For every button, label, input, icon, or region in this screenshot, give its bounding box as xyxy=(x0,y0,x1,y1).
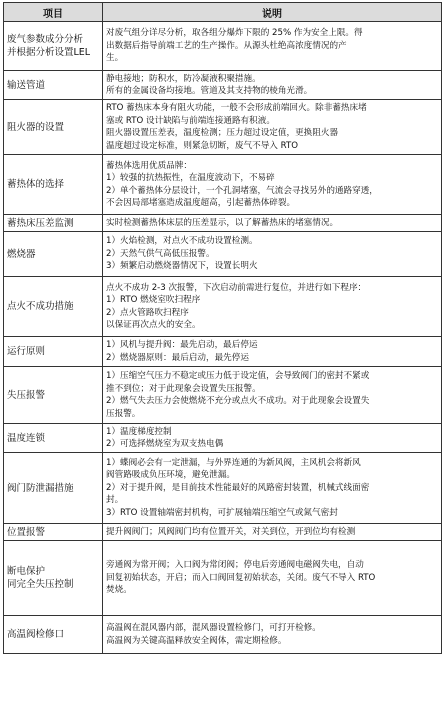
row-item: 失压报警 xyxy=(4,367,103,424)
safety-measures-table xyxy=(3,2,442,654)
row-item: 蓄热床压差监测 xyxy=(4,215,103,232)
table-row xyxy=(4,22,442,71)
row-desc: RTO 蓄热床本身有阻火功能，一般不会形成前端回火。除非蓄热床堵 塞或 RTO 设计缺陷与前端连接通路有积液。 阻火器设置压差表，温度检测；压力超过设定值，更换阻火器 温度超过设定标准，则紧急切断，废气不导入 RTO xyxy=(103,100,442,155)
row-desc: 实时检测蓄热体床层的压差显示，以了解蓄热床的堵塞情况。 xyxy=(103,215,442,232)
header-desc: 说明 xyxy=(103,3,442,22)
row-desc: 1）风机与提升阀：最先启动，最后停运 2）燃烧器原则：最后启动，最先停运 xyxy=(103,337,442,367)
table-row xyxy=(4,232,442,277)
header-item: 项目 xyxy=(4,3,103,22)
row-item: 蓄热体的选择 xyxy=(4,155,103,215)
table-row xyxy=(4,277,442,337)
row-desc: 1）蝶阀必会有一定泄漏，与外界连通的为新风阀，主风机会将新风 阀管路吸成负压环境，避免泄漏。 2）对于提升阀，是目前技术性能最好的风路密封装置，机械式线面密 封。 3）RTO 设置轴端密封机构，可扩展轴端压缩空气或氮气密封 xyxy=(103,453,442,524)
row-item: 断电保护 同完全失压控制 xyxy=(4,541,103,616)
table-header-row xyxy=(4,3,442,22)
table-row xyxy=(4,424,442,453)
row-desc: 高温阀在混风器内部，混风器设置检修门，可打开检修。 高温阀为关键高温释放安全阀体，需定期检修。 xyxy=(103,616,442,654)
row-item: 燃烧器 xyxy=(4,232,103,277)
row-item: 运行原则 xyxy=(4,337,103,367)
row-desc: 对废气组分详尽分析，取各组分爆炸下限的 25% 作为安全上限。得 出数据后指导前端工艺的生产操作。从源头杜绝高浓度情况的产 生。 xyxy=(103,22,442,71)
table-row xyxy=(4,337,442,367)
row-item: 位置报警 xyxy=(4,524,103,541)
row-item: 温度连锁 xyxy=(4,424,103,453)
table-row xyxy=(4,215,442,232)
table-row xyxy=(4,541,442,616)
table-row xyxy=(4,453,442,524)
table-row xyxy=(4,367,442,424)
row-item: 点火不成功措施 xyxy=(4,277,103,337)
row-desc: 1）火焰检测，对点火不成功设置检测。 2）天然气供气高低压报警。 3）频繁启动燃烧器情况下，设置长明火 xyxy=(103,232,442,277)
table-row xyxy=(4,155,442,215)
row-desc: 1）温度梯度控制 2）可选择燃烧室为双支热电偶 xyxy=(103,424,442,453)
row-item: 输送管道 xyxy=(4,71,103,100)
row-desc: 蓄热体选用优质品牌： 1）较强的抗热振性，在温度波动下，不易碎 2）单个蓄热体分层设计，一个孔洞堵塞，气流会寻找另外的通路穿透， 不会因局部堵塞造成温度超高，引起蓄热体碎裂。 xyxy=(103,155,442,215)
row-item: 废气参数成分分析 并根据分析设置LEL xyxy=(4,22,103,71)
row-desc: 点火不成功 2-3 次报警，下次启动前需进行复位，并进行如下程序： 1）RTO 燃烧室吹扫程序 2）点火管路吹扫程序 以保证再次点火的安全。 xyxy=(103,277,442,337)
row-desc: 旁通阀为常开阀；入口阀为常闭阀；停电后旁通阀电磁阀失电，自动 回复初始状态，开启；而入口阀回复初始状态，关闭。废气不导入 RTO 焚烧。 xyxy=(103,541,442,616)
table-row xyxy=(4,524,442,541)
row-desc: 提升阀阀门；风阀阀门均有位置开关，对关到位，开到位均有检测 xyxy=(103,524,442,541)
row-item: 阀门防泄漏措施 xyxy=(4,453,103,524)
row-item: 阻火器的设置 xyxy=(4,100,103,155)
table-row xyxy=(4,71,442,100)
row-desc: 静电接地；防积水，防冷凝液积聚措施。 所有的金属设备均接地。管道及其支持物的棱角光滑。 xyxy=(103,71,442,100)
table-row xyxy=(4,100,442,155)
row-item: 高温阀检修口 xyxy=(4,616,103,654)
table-row xyxy=(4,616,442,654)
row-desc: 1）压缩空气压力不稳定或压力低于设定值，会导致阀门的密封不紧或 推不到位；对于此现象会设置失压报警。 2）燃气失去压力会使燃烧不充分或点火不成功。对于此现象会设置失 压报警。 xyxy=(103,367,442,424)
